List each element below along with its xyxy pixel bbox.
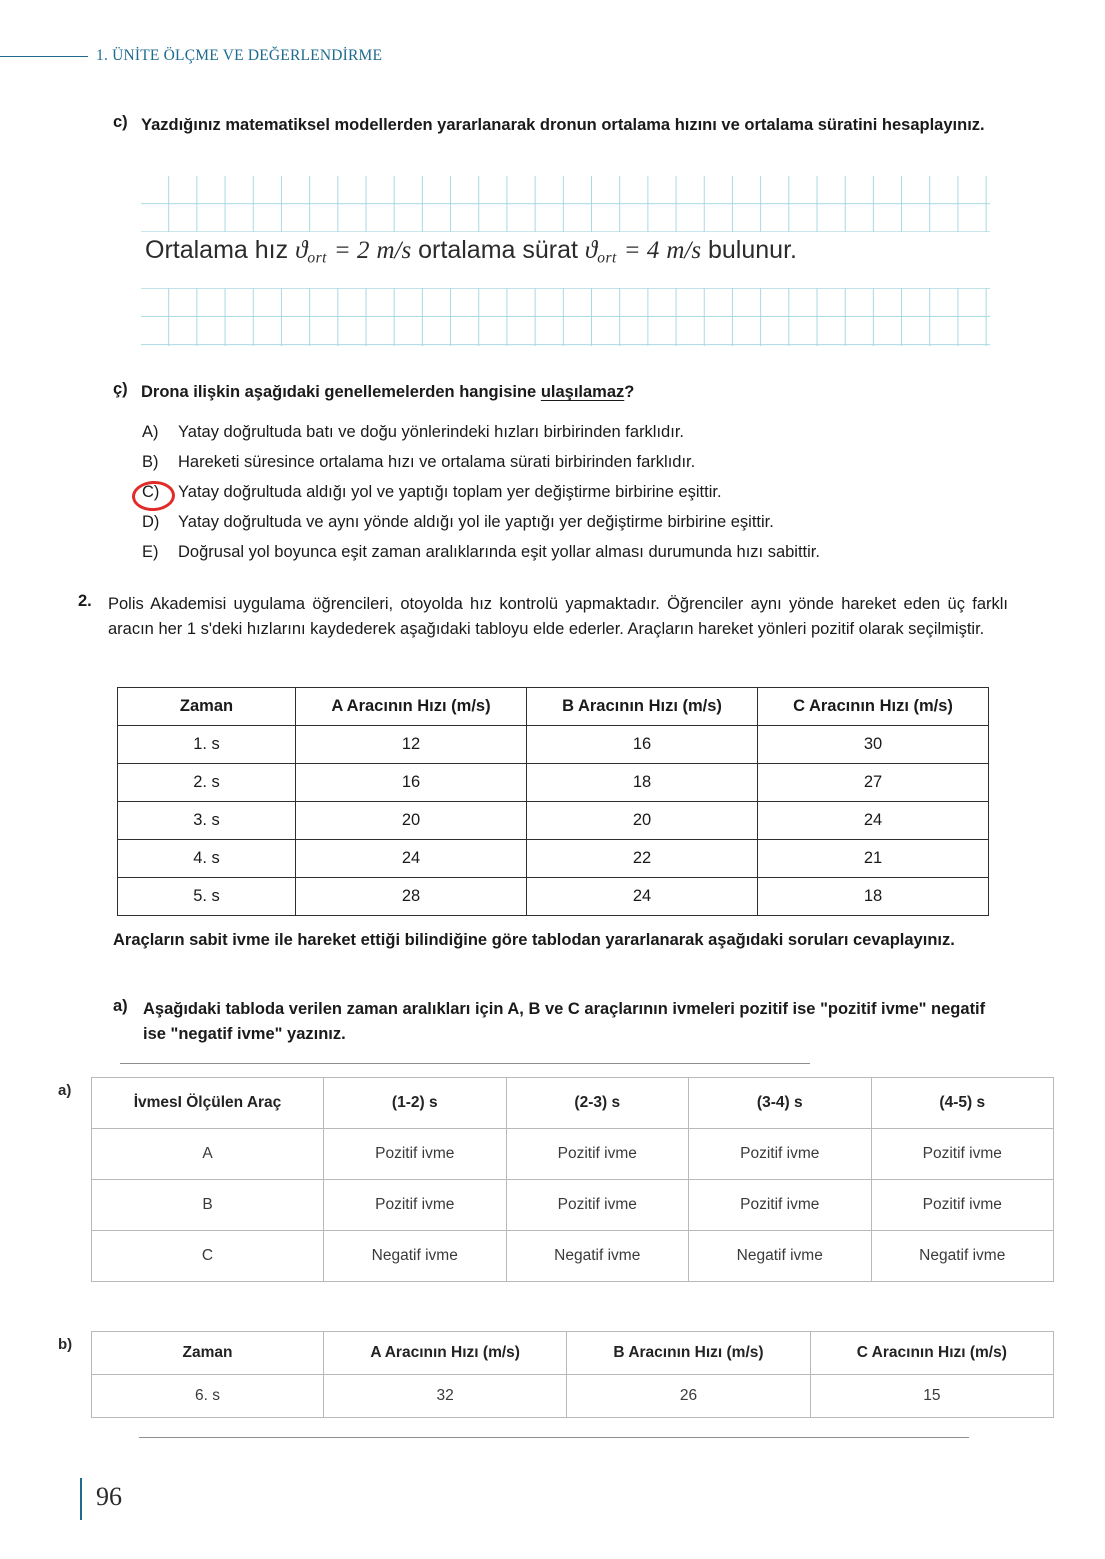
answer-options-list: [142, 423, 1002, 573]
option-d-text: Yatay doğrultuda ve aynı yönde aldığı yol ile yaptığı yer değiştirme birbirine eşittir.: [178, 513, 774, 531]
speed-cell: 16: [296, 764, 527, 802]
acceleration-cell: Negatif ivme: [689, 1231, 872, 1282]
option-c[interactable]: [142, 483, 1002, 513]
page-number: 96: [96, 1482, 122, 1511]
speed-cell: 18: [527, 764, 758, 802]
scan-artifact-rule-bottom: [139, 1437, 969, 1438]
speed-cell: 24: [527, 878, 758, 916]
option-e-label: E): [142, 543, 159, 561]
table-row: [118, 840, 989, 878]
b-speed-table: [91, 1331, 1054, 1418]
acceleration-cell: B: [92, 1180, 324, 1231]
header-rule: [0, 56, 88, 57]
speed-cell: 21: [758, 840, 989, 878]
table-row: [92, 1180, 1054, 1231]
speed-cell: 20: [527, 802, 758, 840]
option-a[interactable]: [142, 423, 1002, 453]
speed-table-header-b: B Aracının Hızı (m/s): [527, 688, 758, 726]
table-row: [118, 878, 989, 916]
b-speed-cell: 6. s: [92, 1375, 324, 1418]
option-e-text: Doğrusal yol boyunca eşit zaman aralıklarında eşit yollar alması durumunda hızı sabittir.: [178, 543, 820, 561]
velocity-symbol-2: ϑ: [584, 237, 598, 264]
question-cc: [113, 380, 993, 405]
acceleration-cell: Pozitif ivme: [506, 1180, 689, 1231]
acceleration-table-header-vehicle: İvmesI Ölçülen Araç: [92, 1078, 324, 1129]
acceleration-table-header-row: [92, 1078, 1054, 1129]
b-table-header-c: C Aracının Hızı (m/s): [810, 1332, 1053, 1375]
speed-table-header-a: A Aracının Hızı (m/s): [296, 688, 527, 726]
acceleration-table: [91, 1077, 1054, 1282]
option-b[interactable]: [142, 453, 1002, 483]
table-row: [92, 1375, 1054, 1418]
acceleration-cell: Pozitif ivme: [871, 1180, 1054, 1231]
page-header-title: 1. ÜNİTE ÖLÇME VE DEĞERLENDİRME: [96, 47, 383, 64]
question-cc-text: [141, 380, 986, 405]
acceleration-cell: Negatif ivme: [506, 1231, 689, 1282]
option-b-label: B): [142, 453, 159, 471]
option-c-label: C): [142, 483, 160, 501]
speed-table-header-c: C Aracının Hızı (m/s): [758, 688, 989, 726]
question-cc-text-after: ?: [624, 383, 635, 401]
answer-middle-text: ortalama sürat: [418, 236, 578, 264]
speed-cell: 24: [296, 840, 527, 878]
question-c-text: Yazdığınız matematiksel modellerden yararlanarak dronun ortalama hızını ve ortalama süratini hesaplayınız.: [141, 116, 985, 134]
b-table-header-a: A Aracının Hızı (m/s): [324, 1332, 567, 1375]
option-d[interactable]: [142, 513, 1002, 543]
speed-cell: 1. s: [118, 726, 296, 764]
option-a-label: A): [142, 423, 159, 441]
acceleration-cell: Negatif ivme: [871, 1231, 1054, 1282]
speed-cell: 22: [527, 840, 758, 878]
side-tag-b: b): [58, 1336, 73, 1353]
table-row: [118, 802, 989, 840]
speed-table-header-row: [118, 688, 989, 726]
question-2a-text: Aşağıdaki tabloda verilen zaman aralıkları için A, B ve C araçlarının ivmeleri pozitif ise "pozitif ivme" negatif ise "negatif ivme" yazınız.: [143, 1000, 986, 1043]
question-2a-marker: a): [113, 997, 128, 1015]
question-2-marker: 2.: [78, 592, 92, 610]
b-table-header-zaman: Zaman: [92, 1332, 324, 1375]
acceleration-table-header-interval-4: (4-5) s: [871, 1078, 1054, 1129]
grid-paper-answer-area: [141, 176, 990, 346]
b-speed-cell: 15: [810, 1375, 1053, 1418]
option-a-text: Yatay doğrultuda batı ve doğu yönlerindeki hızları birbirinden farklıdır.: [178, 423, 684, 441]
footer-accent-bar: [80, 1478, 82, 1520]
b-table-header-row: [92, 1332, 1054, 1375]
velocity-subscript-1: ort: [307, 249, 327, 267]
question-2-text: Polis Akademisi uygulama öğrencileri, otoyolda hız kontrolü yapmaktadır. Öğrenciler aynı yönde hareket eden üç farklı aracın her 1 s'deki hızlarını kaydederek aşağıdaki tabloyu elde ederler. Araçların hareket yönleri pozitif olarak seçilmiştir.: [108, 595, 1008, 638]
answer-prefix: Ortalama hız: [145, 236, 289, 264]
red-circle-annotation-icon: [131, 480, 176, 512]
speed-cell: 20: [296, 802, 527, 840]
speed-cell: 28: [296, 878, 527, 916]
speed-table: [117, 687, 989, 916]
question-cc-underlined-word: ulaşılamaz: [540, 383, 625, 401]
speed-cell: 24: [758, 802, 989, 840]
table-row: [118, 726, 989, 764]
b-speed-cell: 26: [567, 1375, 810, 1418]
acceleration-table-header-interval-1: (1-2) s: [324, 1078, 507, 1129]
answer-equation-2: = 4: [623, 237, 660, 264]
instruction-after-speed-table: [113, 928, 1003, 953]
speed-cell: 16: [527, 726, 758, 764]
instruction-after-speed-table-text: Araçların sabit ivme ile hareket ettiği bilindiğine göre tablodan yararlanarak aşağıdaki soruları cevaplayınız.: [113, 931, 955, 949]
acceleration-cell: Pozitif ivme: [871, 1129, 1054, 1180]
question-2: [78, 592, 1008, 642]
table-row: [92, 1129, 1054, 1180]
option-e[interactable]: [142, 543, 1002, 573]
acceleration-cell: Pozitif ivme: [689, 1129, 872, 1180]
option-d-label: D): [142, 513, 160, 531]
speed-cell: 18: [758, 878, 989, 916]
question-cc-marker: ç): [113, 380, 128, 398]
speed-cell: 4. s: [118, 840, 296, 878]
speed-cell: 27: [758, 764, 989, 802]
table-row: [118, 764, 989, 802]
velocity-subscript-2: ort: [597, 249, 617, 267]
b-speed-cell: 32: [324, 1375, 567, 1418]
question-2a: [113, 997, 1003, 1047]
speed-table-header-zaman: Zaman: [118, 688, 296, 726]
speed-cell: 2. s: [118, 764, 296, 802]
speed-cell: 5. s: [118, 878, 296, 916]
option-c-text: Yatay doğrultuda aldığı yol ve yaptığı toplam yer değiştirme birbirine eşittir.: [178, 483, 722, 501]
acceleration-cell: Negatif ivme: [324, 1231, 507, 1282]
question-cc-text-before: Drona ilişkin aşağıdaki genellemelerden hangisine: [141, 383, 541, 401]
question-c: [113, 113, 993, 138]
table-row: [92, 1231, 1054, 1282]
acceleration-cell: Pozitif ivme: [506, 1129, 689, 1180]
acceleration-cell: A: [92, 1129, 324, 1180]
acceleration-cell: C: [92, 1231, 324, 1282]
speed-cell: 30: [758, 726, 989, 764]
scan-artifact-rule: [120, 1063, 810, 1064]
acceleration-cell: Pozitif ivme: [324, 1180, 507, 1231]
handwritten-answer: [145, 236, 990, 267]
speed-cell: 3. s: [118, 802, 296, 840]
answer-unit-1: m/s: [376, 237, 412, 264]
acceleration-cell: Pozitif ivme: [689, 1180, 872, 1231]
side-tag-a: a): [58, 1082, 72, 1099]
answer-unit-2: m/s: [666, 237, 702, 264]
question-c-marker: c): [113, 113, 128, 131]
velocity-symbol-1: ϑ: [295, 237, 308, 264]
speed-cell: 12: [296, 726, 527, 764]
acceleration-cell: Pozitif ivme: [324, 1129, 507, 1180]
answer-equation-1: = 2: [333, 237, 370, 264]
b-table-header-b: B Aracının Hızı (m/s): [567, 1332, 810, 1375]
answer-suffix: bulunur.: [708, 236, 797, 264]
acceleration-table-header-interval-2: (2-3) s: [506, 1078, 689, 1129]
option-b-text: Hareketi süresince ortalama hızı ve ortalama sürati birbirinden farklıdır.: [178, 453, 696, 471]
acceleration-table-header-interval-3: (3-4) s: [689, 1078, 872, 1129]
